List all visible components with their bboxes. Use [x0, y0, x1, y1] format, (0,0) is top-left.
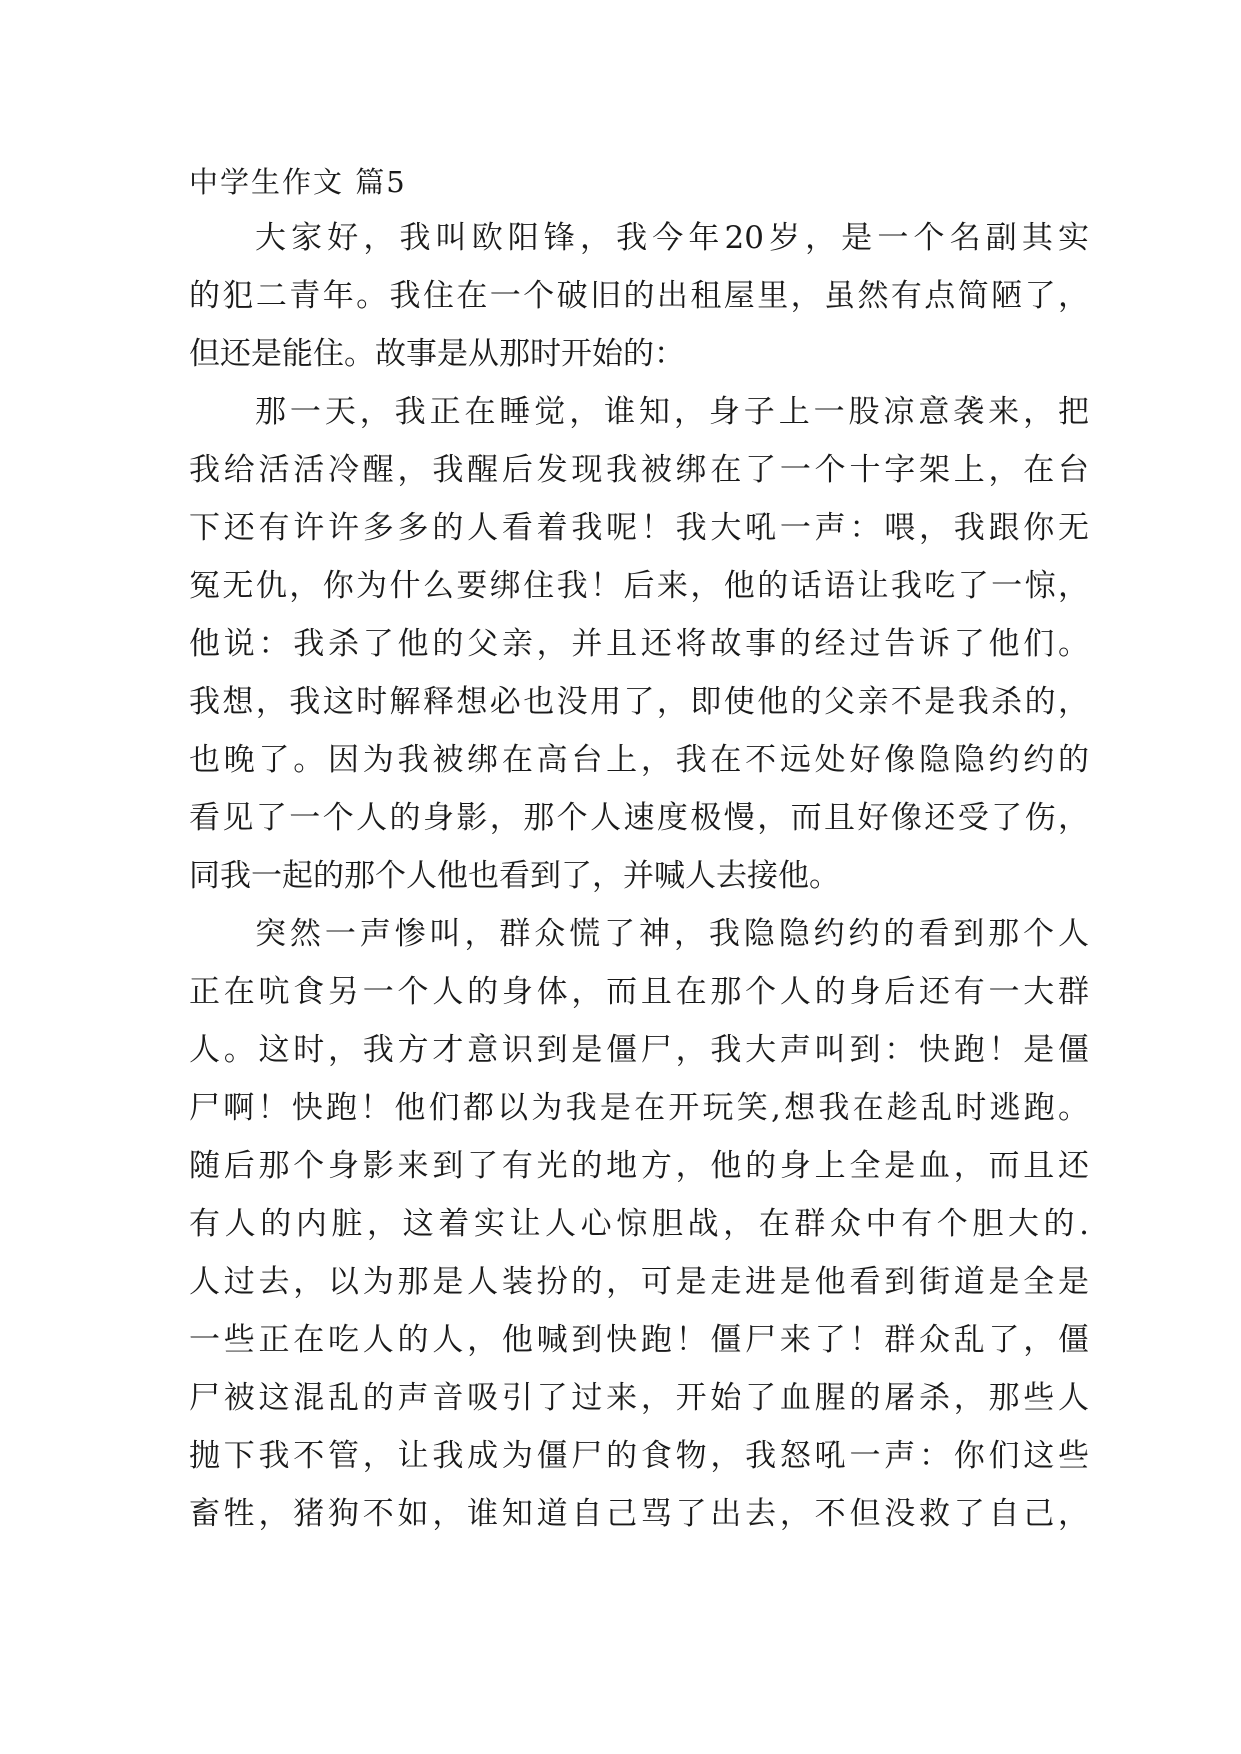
- paragraph-line: 但还是能住。故事是从那时开始的：: [189, 336, 685, 372]
- paragraph-line: 我给活活冷醒，我醒后发现我被绑在了一个十字架上，在台: [189, 452, 1089, 488]
- paragraph-line: 一些正在吃人的人，他喊到快跑！僵尸来了！群众乱了，僵: [189, 1322, 1089, 1358]
- paragraph-line: 那一天，我正在睡觉，谁知，身子上一股凉意袭来，把: [255, 394, 1089, 430]
- paragraph-line: 他说：我杀了他的父亲，并且还将故事的经过告诉了他们。: [189, 626, 1089, 662]
- paragraph-line: 尸被这混乱的声音吸引了过来，开始了血腥的屠杀，那些人: [189, 1380, 1089, 1416]
- paragraph-line: 随后那个身影来到了有光的地方，他的身上全是血，而且还: [189, 1148, 1089, 1184]
- paragraph-line: 人。这时，我方才意识到是僵尸，我大声叫到：快跑！是僵: [189, 1032, 1089, 1068]
- paragraph-line: 人过去，以为那是人装扮的，可是走进是他看到街道是全是: [189, 1264, 1089, 1300]
- paragraph-line: 同我一起的那个人他也看到了，并喊人去接他。: [189, 858, 840, 894]
- paragraph-line: 下还有许许多多的人看着我呢！我大吼一声：喂，我跟你无: [189, 510, 1089, 546]
- paragraph-line: 抛下我不管，让我成为僵尸的食物，我怒吼一声：你们这些: [189, 1438, 1089, 1474]
- paragraph-line: 畜牲，猪狗不如，谁知道自己骂了出去，不但没救了自己，: [189, 1496, 1089, 1532]
- paragraph-line: 正在吭食另一个人的身体，而且在那个人的身后还有一大群: [189, 974, 1089, 1010]
- document-title: 中学生作文 篇5: [189, 165, 407, 199]
- paragraph-line: 我想，我这时解释想必也没用了，即使他的父亲不是我杀的，: [189, 684, 1089, 720]
- paragraph-line: 看见了一个人的身影，那个人速度极慢，而且好像还受了伤，: [189, 800, 1089, 836]
- paragraph-line: 有人的内脏，这着实让人心惊胆战，在群众中有个胆大的.: [189, 1206, 1089, 1242]
- paragraph-line: 也晚了。因为我被绑在高台上，我在不远处好像隐隐约约的: [189, 742, 1089, 778]
- paragraph-line: 尸啊！快跑！他们都以为我是在开玩笑,想我在趁乱时逃跑。: [189, 1090, 1089, 1126]
- paragraph-line: 的犯二青年。我住在一个破旧的出租屋里，虽然有点简陋了，: [189, 278, 1089, 314]
- paragraph-line: 大家好，我叫欧阳锋，我今年20岁，是一个名副其实: [255, 220, 1089, 256]
- paragraph-line: 冤无仇，你为什么要绑住我！后来，他的话语让我吃了一惊，: [189, 568, 1089, 604]
- paragraph-line: 突然一声惨叫，群众慌了神，我隐隐约约的看到那个人: [255, 916, 1089, 952]
